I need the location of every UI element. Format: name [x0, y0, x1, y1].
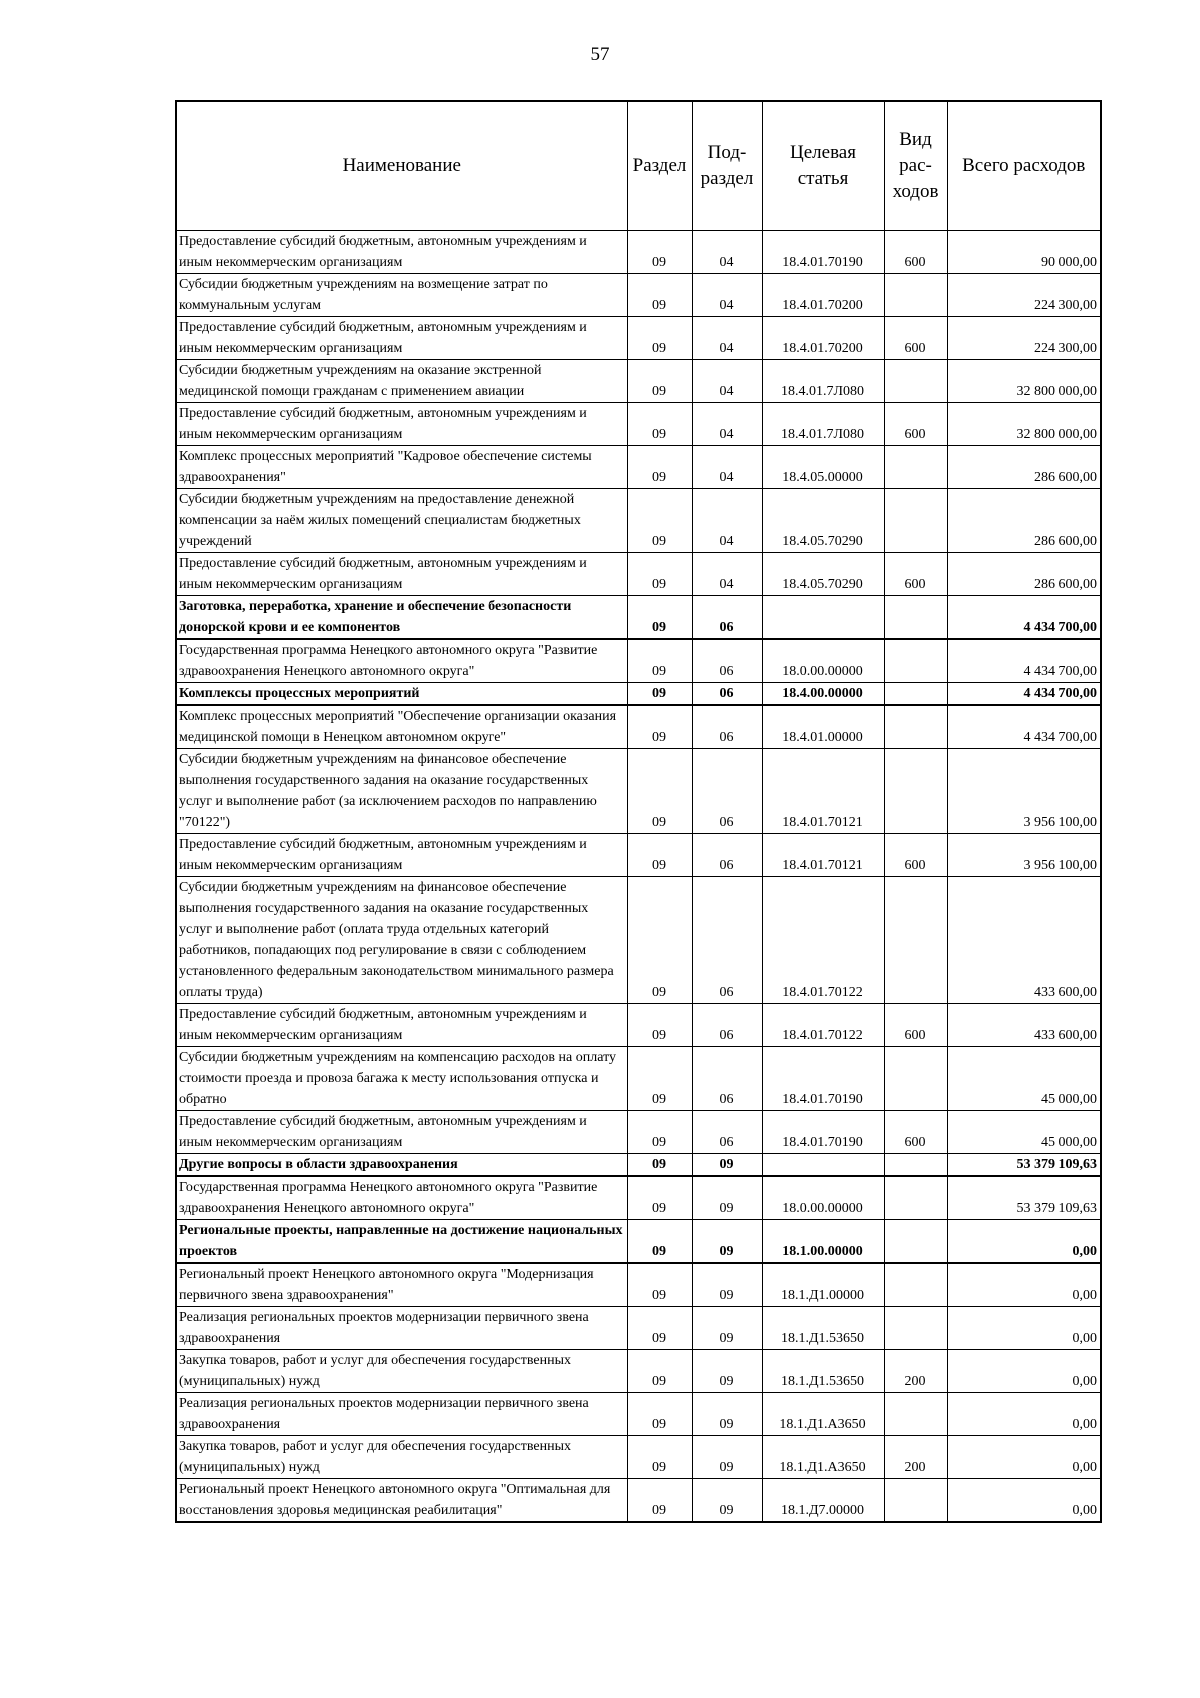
header-razdel: Раздел — [627, 101, 692, 231]
cell-razdel: 09 — [627, 274, 692, 317]
cell-podrazdel: 06 — [692, 877, 762, 1004]
cell-celevaya: 18.4.01.7Л080 — [762, 403, 884, 446]
cell-podrazdel: 09 — [692, 1307, 762, 1350]
cell-name: Предоставление субсидий бюджетным, автономным учреждениям и иным некоммерческим организациям — [176, 1111, 627, 1154]
cell-razdel: 09 — [627, 1220, 692, 1264]
table-row — [176, 553, 1101, 596]
cell-vid — [884, 1154, 947, 1177]
header-vid: Вид рас- ходов — [884, 101, 947, 231]
cell-total: 4 434 700,00 — [947, 683, 1101, 706]
table-row — [176, 639, 1101, 683]
cell-celevaya: 18.1.Д1.53650 — [762, 1350, 884, 1393]
cell-podrazdel: 04 — [692, 489, 762, 553]
table-row — [176, 1111, 1101, 1154]
table-body — [176, 231, 1101, 1523]
table-header — [176, 101, 1101, 231]
cell-celevaya: 18.1.Д1.00000 — [762, 1263, 884, 1307]
table-row — [176, 360, 1101, 403]
cell-podrazdel: 06 — [692, 639, 762, 683]
cell-podrazdel: 06 — [692, 749, 762, 834]
cell-name: Субсидии бюджетным учреждениям на финансовое обеспечение выполнения государственного задания на оказание государственных услуг и выполнение работ (за исключением расходов по направлению "70122") — [176, 749, 627, 834]
cell-razdel: 09 — [627, 1436, 692, 1479]
cell-vid — [884, 1393, 947, 1436]
cell-vid — [884, 596, 947, 640]
cell-vid — [884, 877, 947, 1004]
cell-celevaya: 18.4.05.70290 — [762, 489, 884, 553]
cell-razdel: 09 — [627, 1350, 692, 1393]
cell-vid: 600 — [884, 317, 947, 360]
cell-name: Субсидии бюджетным учреждениям на возмещение затрат по коммунальным услугам — [176, 274, 627, 317]
cell-total: 4 434 700,00 — [947, 596, 1101, 640]
cell-vid: 600 — [884, 834, 947, 877]
cell-name: Комплекс процессных мероприятий "Обеспечение организации оказания медицинской помощи в Ненецком автономном округе" — [176, 705, 627, 749]
cell-total: 286 600,00 — [947, 446, 1101, 489]
table-row — [176, 683, 1101, 706]
cell-vid — [884, 446, 947, 489]
cell-celevaya: 18.4.01.70190 — [762, 231, 884, 274]
cell-podrazdel: 04 — [692, 446, 762, 489]
cell-razdel: 09 — [627, 403, 692, 446]
cell-total: 0,00 — [947, 1307, 1101, 1350]
cell-celevaya: 18.0.00.00000 — [762, 639, 884, 683]
cell-podrazdel: 06 — [692, 596, 762, 640]
cell-vid: 200 — [884, 1350, 947, 1393]
cell-celevaya: 18.4.01.70121 — [762, 834, 884, 877]
cell-razdel: 09 — [627, 360, 692, 403]
cell-podrazdel: 06 — [692, 1111, 762, 1154]
cell-total: 224 300,00 — [947, 317, 1101, 360]
cell-vid — [884, 1479, 947, 1523]
cell-total: 0,00 — [947, 1393, 1101, 1436]
cell-total: 433 600,00 — [947, 877, 1101, 1004]
cell-total: 4 434 700,00 — [947, 705, 1101, 749]
cell-vid — [884, 639, 947, 683]
header-podrazdel: Под- раздел — [692, 101, 762, 231]
cell-name: Субсидии бюджетным учреждениям на предоставление денежной компенсации за наём жилых помещений специалистам бюджетных учреждений — [176, 489, 627, 553]
cell-total: 0,00 — [947, 1350, 1101, 1393]
cell-celevaya: 18.1.Д1.53650 — [762, 1307, 884, 1350]
table-row — [176, 231, 1101, 274]
table-row — [176, 1393, 1101, 1436]
cell-podrazdel: 09 — [692, 1220, 762, 1264]
cell-razdel: 09 — [627, 1263, 692, 1307]
cell-vid — [884, 705, 947, 749]
cell-total: 45 000,00 — [947, 1047, 1101, 1111]
cell-razdel: 09 — [627, 1479, 692, 1523]
cell-razdel: 09 — [627, 1047, 692, 1111]
cell-total: 32 800 000,00 — [947, 360, 1101, 403]
table-row — [176, 1436, 1101, 1479]
table-row — [176, 877, 1101, 1004]
cell-razdel: 09 — [627, 317, 692, 360]
cell-name: Региональный проект Ненецкого автономного округа "Модернизация первичного звена здравоохранения" — [176, 1263, 627, 1307]
cell-podrazdel: 06 — [692, 683, 762, 706]
cell-total: 4 434 700,00 — [947, 639, 1101, 683]
cell-celevaya: 18.1.Д1.А3650 — [762, 1436, 884, 1479]
cell-podrazdel: 04 — [692, 274, 762, 317]
cell-razdel: 09 — [627, 1111, 692, 1154]
cell-razdel: 09 — [627, 749, 692, 834]
cell-total: 0,00 — [947, 1436, 1101, 1479]
budget-table — [175, 100, 1102, 1523]
cell-celevaya: 18.4.01.70190 — [762, 1111, 884, 1154]
table-row — [176, 834, 1101, 877]
cell-name: Государственная программа Ненецкого автономного округа "Развитие здравоохранения Ненецкого автономного округа" — [176, 639, 627, 683]
cell-name: Реализация региональных проектов модернизации первичного звена здравоохранения — [176, 1307, 627, 1350]
cell-razdel: 09 — [627, 1154, 692, 1177]
cell-vid: 600 — [884, 231, 947, 274]
cell-podrazdel: 09 — [692, 1176, 762, 1220]
table-row — [176, 489, 1101, 553]
table-row — [176, 274, 1101, 317]
cell-total: 45 000,00 — [947, 1111, 1101, 1154]
table-row — [176, 403, 1101, 446]
cell-celevaya: 18.4.01.70190 — [762, 1047, 884, 1111]
table-row — [176, 596, 1101, 640]
cell-total: 0,00 — [947, 1220, 1101, 1264]
cell-vid — [884, 749, 947, 834]
cell-razdel: 09 — [627, 683, 692, 706]
cell-razdel: 09 — [627, 639, 692, 683]
cell-podrazdel: 09 — [692, 1479, 762, 1523]
cell-celevaya: 18.4.01.00000 — [762, 705, 884, 749]
table-row — [176, 1154, 1101, 1177]
table-row — [176, 1004, 1101, 1047]
cell-total: 32 800 000,00 — [947, 403, 1101, 446]
header-total: Всего расходов — [947, 101, 1101, 231]
cell-razdel: 09 — [627, 1307, 692, 1350]
cell-total: 53 379 109,63 — [947, 1154, 1101, 1177]
cell-vid — [884, 683, 947, 706]
table-row — [176, 705, 1101, 749]
cell-name: Закупка товаров, работ и услуг для обеспечения государственных (муниципальных) нужд — [176, 1350, 627, 1393]
table-row — [176, 317, 1101, 360]
cell-podrazdel: 04 — [692, 360, 762, 403]
table-row — [176, 1176, 1101, 1220]
table-row — [176, 749, 1101, 834]
cell-podrazdel: 06 — [692, 1047, 762, 1111]
cell-vid: 600 — [884, 1111, 947, 1154]
cell-podrazdel: 04 — [692, 231, 762, 274]
cell-vid: 600 — [884, 553, 947, 596]
cell-podrazdel: 06 — [692, 834, 762, 877]
cell-celevaya: 18.4.05.70290 — [762, 553, 884, 596]
cell-vid — [884, 360, 947, 403]
cell-name: Предоставление субсидий бюджетным, автономным учреждениям и иным некоммерческим организациям — [176, 231, 627, 274]
cell-name: Государственная программа Ненецкого автономного округа "Развитие здравоохранения Ненецкого автономного округа" — [176, 1176, 627, 1220]
cell-vid — [884, 1047, 947, 1111]
cell-celevaya: 18.4.01.70200 — [762, 274, 884, 317]
cell-total: 3 956 100,00 — [947, 749, 1101, 834]
cell-celevaya: 18.4.01.70121 — [762, 749, 884, 834]
cell-total: 0,00 — [947, 1263, 1101, 1307]
cell-celevaya: 18.4.01.70122 — [762, 877, 884, 1004]
cell-name: Предоставление субсидий бюджетным, автономным учреждениям и иным некоммерческим организациям — [176, 553, 627, 596]
cell-total: 286 600,00 — [947, 553, 1101, 596]
cell-razdel: 09 — [627, 1176, 692, 1220]
cell-name: Субсидии бюджетным учреждениям на компенсацию расходов на оплату стоимости проезда и провоза багажа к месту использования отпуска и обратно — [176, 1047, 627, 1111]
cell-total: 53 379 109,63 — [947, 1176, 1101, 1220]
cell-celevaya — [762, 596, 884, 640]
cell-razdel: 09 — [627, 834, 692, 877]
cell-name: Предоставление субсидий бюджетным, автономным учреждениям и иным некоммерческим организациям — [176, 1004, 627, 1047]
table-row — [176, 1220, 1101, 1264]
cell-name: Комплексы процессных мероприятий — [176, 683, 627, 706]
cell-name: Региональный проект Ненецкого автономного округа "Оптимальная для восстановления здоровья медицинская реабилитация" — [176, 1479, 627, 1523]
cell-razdel: 09 — [627, 1393, 692, 1436]
cell-name: Заготовка, переработка, хранение и обеспечение безопасности донорской крови и ее компонентов — [176, 596, 627, 640]
cell-name: Субсидии бюджетным учреждениям на оказание экстренной медицинской помощи гражданам с применением авиации — [176, 360, 627, 403]
cell-name: Предоставление субсидий бюджетным, автономным учреждениям и иным некоммерческим организациям — [176, 834, 627, 877]
cell-vid — [884, 1307, 947, 1350]
cell-name: Предоставление субсидий бюджетным, автономным учреждениям и иным некоммерческим организациям — [176, 403, 627, 446]
cell-podrazdel: 09 — [692, 1436, 762, 1479]
header-celevaya: Целевая статья — [762, 101, 884, 231]
cell-vid — [884, 489, 947, 553]
cell-vid: 600 — [884, 1004, 947, 1047]
cell-total: 90 000,00 — [947, 231, 1101, 274]
table-row — [176, 1263, 1101, 1307]
cell-podrazdel: 09 — [692, 1393, 762, 1436]
cell-total: 3 956 100,00 — [947, 834, 1101, 877]
cell-razdel: 09 — [627, 877, 692, 1004]
cell-total: 224 300,00 — [947, 274, 1101, 317]
cell-total: 433 600,00 — [947, 1004, 1101, 1047]
cell-celevaya: 18.1.Д7.00000 — [762, 1479, 884, 1523]
cell-name: Предоставление субсидий бюджетным, автономным учреждениям и иным некоммерческим организациям — [176, 317, 627, 360]
table-row — [176, 446, 1101, 489]
cell-podrazdel: 06 — [692, 705, 762, 749]
cell-podrazdel: 09 — [692, 1154, 762, 1177]
cell-name: Комплекс процессных мероприятий "Кадровое обеспечение системы здравоохранения" — [176, 446, 627, 489]
cell-podrazdel: 04 — [692, 403, 762, 446]
table-row — [176, 1479, 1101, 1523]
cell-vid — [884, 1263, 947, 1307]
header-name: Наименование — [176, 101, 627, 231]
cell-vid — [884, 1220, 947, 1264]
table-row — [176, 1307, 1101, 1350]
cell-razdel: 09 — [627, 1004, 692, 1047]
cell-total: 286 600,00 — [947, 489, 1101, 553]
cell-razdel: 09 — [627, 489, 692, 553]
cell-podrazdel: 04 — [692, 553, 762, 596]
cell-vid: 600 — [884, 403, 947, 446]
cell-celevaya: 18.1.00.00000 — [762, 1220, 884, 1264]
cell-vid: 200 — [884, 1436, 947, 1479]
cell-name: Региональные проекты, направленные на достижение национальных проектов — [176, 1220, 627, 1264]
cell-celevaya: 18.1.Д1.А3650 — [762, 1393, 884, 1436]
cell-razdel: 09 — [627, 446, 692, 489]
cell-podrazdel: 04 — [692, 317, 762, 360]
cell-total: 0,00 — [947, 1479, 1101, 1523]
cell-celevaya: 18.4.00.00000 — [762, 683, 884, 706]
cell-celevaya: 18.4.01.70200 — [762, 317, 884, 360]
cell-razdel: 09 — [627, 231, 692, 274]
cell-name: Другие вопросы в области здравоохранения — [176, 1154, 627, 1177]
cell-podrazdel: 09 — [692, 1263, 762, 1307]
cell-razdel: 09 — [627, 553, 692, 596]
cell-vid — [884, 274, 947, 317]
cell-name: Реализация региональных проектов модернизации первичного звена здравоохранения — [176, 1393, 627, 1436]
cell-podrazdel: 09 — [692, 1350, 762, 1393]
cell-celevaya: 18.4.05.00000 — [762, 446, 884, 489]
cell-celevaya: 18.4.01.7Л080 — [762, 360, 884, 403]
cell-razdel: 09 — [627, 705, 692, 749]
page-number: 57 — [590, 44, 610, 65]
cell-name: Закупка товаров, работ и услуг для обеспечения государственных (муниципальных) нужд — [176, 1436, 627, 1479]
cell-vid — [884, 1176, 947, 1220]
cell-razdel: 09 — [627, 596, 692, 640]
table-row — [176, 1350, 1101, 1393]
cell-name: Субсидии бюджетным учреждениям на финансовое обеспечение выполнения государственного задания на оказание государственных услуг и выполнение работ (оплата труда отдельных категорий работников, попадающих под регулирование в связи с соблюдением установленного федеральным законодательством минимального размера оплаты труда) — [176, 877, 627, 1004]
cell-celevaya: 18.4.01.70122 — [762, 1004, 884, 1047]
cell-podrazdel: 06 — [692, 1004, 762, 1047]
table-row — [176, 1047, 1101, 1111]
cell-celevaya — [762, 1154, 884, 1177]
cell-celevaya: 18.0.00.00000 — [762, 1176, 884, 1220]
